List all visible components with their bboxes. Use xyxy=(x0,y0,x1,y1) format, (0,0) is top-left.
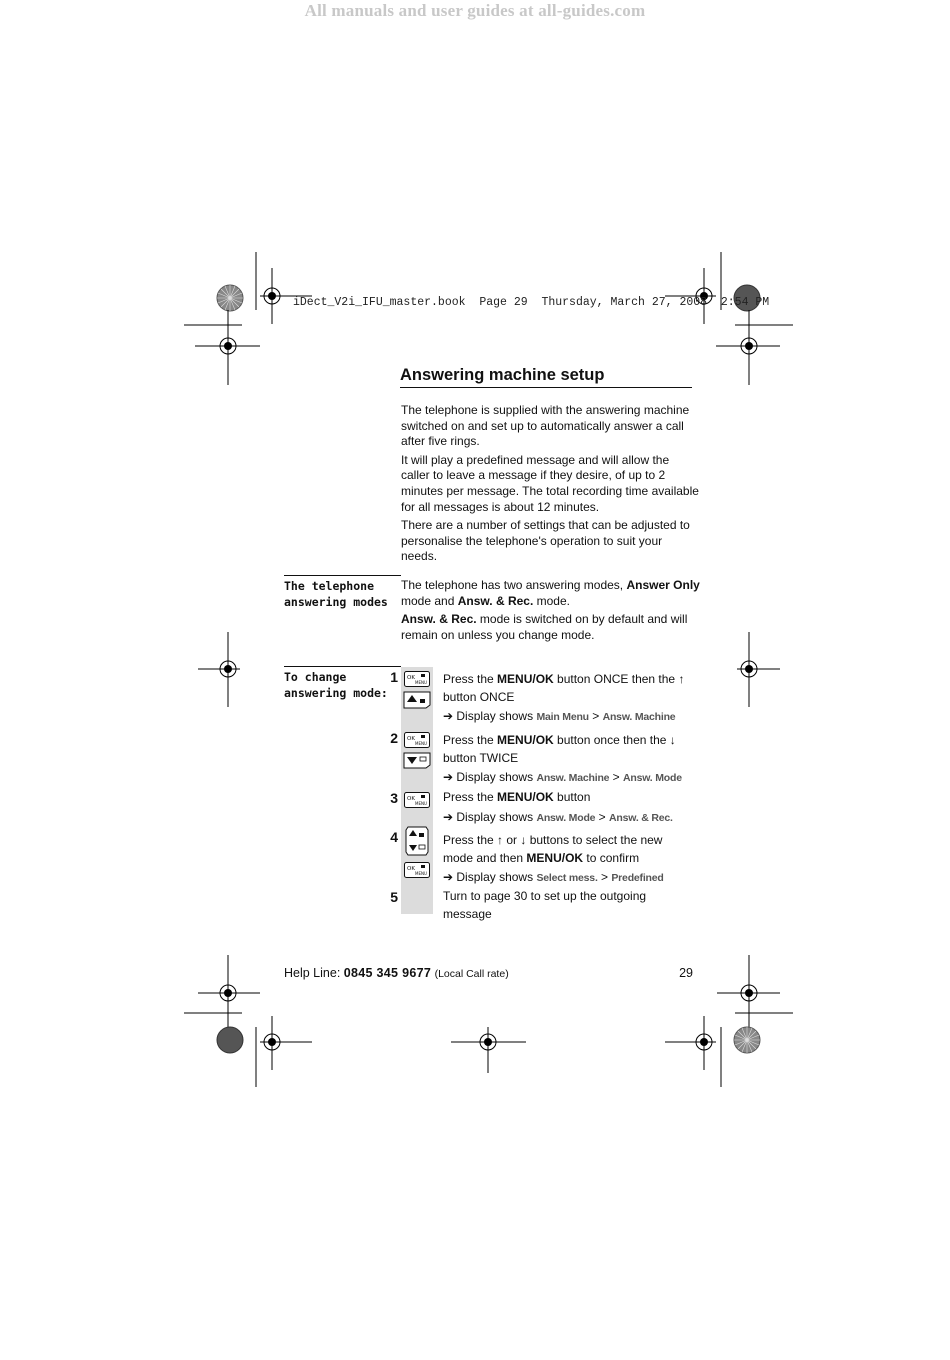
display-line: ➔ Display shows Answ. Mode > Answ. & Rec. xyxy=(443,809,673,824)
step-number: 5 xyxy=(390,889,398,905)
step-line xyxy=(443,850,698,868)
step-4-text xyxy=(443,832,698,888)
mode-name: Answer Only xyxy=(626,578,700,592)
key-name: MENU/OK xyxy=(497,733,554,747)
arrow-right-icon: ➔ xyxy=(443,809,457,824)
arrow-right-icon: ➔ xyxy=(443,870,457,884)
registration-target xyxy=(217,285,243,311)
display-prefix: Display shows xyxy=(456,870,534,884)
mode-name: Answ. & Rec. xyxy=(401,612,477,627)
text-run: buttons to select the new xyxy=(526,833,663,847)
display-line: ➔ Display shows Main Menu > Answ. Machine xyxy=(443,709,676,723)
step-number: 4 xyxy=(390,829,398,845)
step-line: button ONCE xyxy=(443,689,515,704)
text-run: Press the xyxy=(443,790,498,804)
step-2-text xyxy=(443,732,698,788)
display-prefix: Display shows xyxy=(456,770,534,784)
step-line xyxy=(443,832,698,850)
text-run: Press the xyxy=(443,733,498,747)
text-run: The telephone has two answering modes, xyxy=(401,578,627,592)
display-line: ➔ Display shows Select mess. > Predefined xyxy=(443,870,664,884)
step-number: 3 xyxy=(390,790,398,806)
up-down-key-icon xyxy=(405,826,429,856)
text-run: or xyxy=(503,833,521,847)
text-run: mode and xyxy=(401,593,458,608)
menu-ok-key-icon xyxy=(404,671,430,687)
step-3-text xyxy=(443,789,698,827)
help-line xyxy=(284,966,509,980)
intro-paragraph: There are a number of settings that can be adjusted to personalise the telephone's operation to suit your needs. xyxy=(401,518,690,564)
key-name: MENU/OK xyxy=(497,672,554,686)
display-text: Answ. Machine xyxy=(602,711,676,723)
display-prefix: Display shows xyxy=(456,709,534,723)
step-line xyxy=(443,732,698,750)
help-line-note: (Local Call rate) xyxy=(434,968,509,980)
arrow-right-icon: ➔ xyxy=(443,709,457,723)
modes-paragraph xyxy=(401,578,701,609)
registration-target xyxy=(734,1027,760,1053)
key-name: MENU/OK xyxy=(526,850,584,865)
step-number: 2 xyxy=(390,730,398,746)
book-header-line: iDect_V2i_IFU_master.book Page 29 Thursday, March 27, 2008 2:54 PM xyxy=(293,296,770,309)
modes-text xyxy=(401,578,701,646)
watermark: All manuals and user guides at all-guides.com xyxy=(304,1,646,20)
mode-name: Answ. & Rec. xyxy=(457,593,534,608)
menu-ok-key-icon xyxy=(404,792,430,808)
section-heading-change: To change answering mode: xyxy=(284,666,401,701)
display-prefix: Display shows xyxy=(456,809,534,824)
menu-ok-key-icon xyxy=(404,862,430,878)
step-5-text xyxy=(443,888,698,923)
display-line: ➔ Display shows Answ. Machine > Answ. Mode xyxy=(443,770,682,784)
text-run: button ONCE then the xyxy=(553,672,679,686)
ok-label: OK xyxy=(407,866,415,872)
display-text: Main Menu xyxy=(536,711,589,723)
menu-label: MENU xyxy=(415,741,427,746)
step-line: Turn to page 30 to set up the outgoing message xyxy=(443,889,647,921)
step-1-text xyxy=(443,671,698,727)
text-run: button once then the xyxy=(553,733,670,747)
display-text: Answ. Mode xyxy=(622,772,682,784)
display-text: Answ. & Rec. xyxy=(609,811,673,824)
ok-label: OK xyxy=(407,736,415,742)
up-key-icon xyxy=(403,691,431,709)
text-run: button xyxy=(553,790,591,804)
menu-label: MENU xyxy=(415,680,427,685)
help-line-number: 0845 345 9677 xyxy=(343,966,432,980)
up-arrow-icon: ↑ xyxy=(497,833,504,847)
display-text: Predefined xyxy=(611,872,664,884)
page-title: Answering machine setup xyxy=(400,366,692,388)
step-line xyxy=(443,789,698,807)
down-arrow-icon: ↓ xyxy=(669,733,676,747)
section-heading-modes: The telephone answering modes xyxy=(284,575,401,610)
step-line xyxy=(443,671,698,689)
down-arrow-icon: ↓ xyxy=(520,833,527,847)
up-arrow-icon: ↑ xyxy=(678,672,685,686)
help-line-label: Help Line: xyxy=(284,966,344,980)
ok-label: OK xyxy=(407,796,415,802)
menu-label: MENU xyxy=(415,801,427,806)
modes-paragraph xyxy=(401,612,701,643)
text-run: mode is switched on by default and will remain on unless you change mode. xyxy=(401,612,688,642)
intro-paragraph: It will play a predefined message and will allow the caller to leave a message if they desire, of up to 2 minutes per message. The total recording time available for all messages is about 12 minutes. xyxy=(401,452,699,514)
arrow-right-icon: ➔ xyxy=(443,770,457,784)
step-number: 1 xyxy=(390,669,398,685)
down-key-icon xyxy=(403,752,431,769)
display-text: Select mess. xyxy=(536,872,598,884)
intro-text xyxy=(401,403,701,568)
text-run: to confirm xyxy=(583,850,640,865)
ok-label: OK xyxy=(407,675,415,681)
text-run: Press the xyxy=(443,672,498,686)
menu-ok-key-icon xyxy=(404,732,430,748)
key-name: MENU/OK xyxy=(497,790,554,804)
intro-paragraph: The telephone is supplied with the answering machine switched on and set up to automatically answer a call after five rings. xyxy=(401,403,690,449)
display-text: Answ. Machine xyxy=(536,772,610,784)
menu-label: MENU xyxy=(415,871,427,876)
step-line: button TWICE xyxy=(443,750,519,765)
text-run: mode. xyxy=(533,593,570,608)
text-run: Press the xyxy=(443,833,498,847)
page-number: 29 xyxy=(679,966,693,980)
registration-target xyxy=(217,1027,243,1053)
text-run: mode and then xyxy=(443,850,527,865)
display-text: Answ. Mode xyxy=(536,811,596,824)
